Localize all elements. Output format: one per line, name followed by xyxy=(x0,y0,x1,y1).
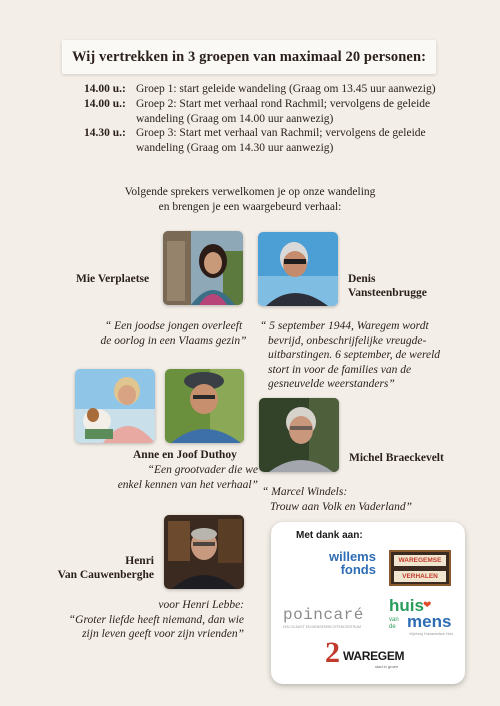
schedule-time: 14.00 u.: xyxy=(84,83,126,95)
huis-van-de-mens-logo xyxy=(389,596,459,640)
schedule-item-3 xyxy=(84,126,464,156)
logo-text: huis xyxy=(389,596,424,615)
logo-text: WAREGEMSE xyxy=(394,555,446,566)
michel-braeckevelt-name: Michel Braeckevelt xyxy=(349,452,444,464)
logo-text: willems xyxy=(329,549,376,564)
groups-heading xyxy=(62,40,436,74)
logo-text: WAREGEM xyxy=(343,649,405,663)
schedule-item-2 xyxy=(84,97,464,127)
quote-line: Trouw aan Volk en Vaderland” xyxy=(270,500,413,513)
quote-line: “ Marcel Windels: xyxy=(262,486,348,498)
name-line: Henri xyxy=(125,555,154,567)
logo-subtext: stad in groen xyxy=(375,664,399,669)
quote-line: voor Henri Lebbe: xyxy=(158,599,244,611)
quote-line: “Een grootvader die we xyxy=(147,464,258,476)
mie-verplaetse-quote xyxy=(86,319,261,348)
name-line: Vansteenbrugge xyxy=(348,287,427,299)
intro-line: Volgende sprekers verwelkomen je op onze wandeling xyxy=(124,186,376,198)
logo-text: 2 xyxy=(325,636,340,669)
quote-line: enkel kennen van het verhaal” xyxy=(117,478,258,491)
denis-vansteenbrugge-name xyxy=(348,272,427,300)
poincare-logo xyxy=(283,606,364,629)
logo-subtext: Vrijzinnig Humanistisch Huis xyxy=(409,632,454,636)
mie-verplaetse-name: Mie Verplaetse xyxy=(76,273,150,285)
michel-braeckevelt-quote xyxy=(262,485,452,514)
schedule-item-1 xyxy=(84,82,464,97)
quote-line: “ 5 september 1944, Waregem wordt xyxy=(260,320,429,332)
logo-text: van de xyxy=(389,617,399,630)
logo-text: poincaré xyxy=(283,606,364,624)
quote-line: stort in voor de families van de xyxy=(268,363,412,376)
quote-line: de oorlog in een Vlaams gezin” xyxy=(100,334,247,347)
name-line: Denis xyxy=(348,273,376,285)
michel-braeckevelt-photo xyxy=(259,398,339,472)
henri-van-cauwenberghe-quote xyxy=(40,598,244,642)
intro-line: en brengen je een waargebeurd verhaal: xyxy=(158,201,342,213)
quote-line: uitbarstingen. 6 september, de wereld xyxy=(268,349,441,361)
schedule-text: Groep 1: start geleide wandeling (Graag om 13.45 uur aanwezig) xyxy=(136,83,436,95)
logo-subtext: HOLOCAUST EN MENSENRECHTENCENTRUM xyxy=(283,625,361,629)
henri-van-cauwenberghe-photo xyxy=(164,515,244,589)
stad-waregem-logo xyxy=(325,636,415,674)
schedule-text: Groep 3: Start met verhaal van Rachmil; vervolgens de geleide wandeling (Graag om 14.30 uur aanwezig) xyxy=(136,127,426,154)
schedule-time: 14.30 u.: xyxy=(84,127,126,139)
heading-text: Wij vertrekken in 3 groepen van maximaal 20 personen: xyxy=(71,48,427,65)
henri-van-cauwenberghe-name xyxy=(52,554,154,582)
quote-line: “Groter liefde heeft niemand, dan wie xyxy=(68,613,244,626)
denis-vansteenbrugge-photo xyxy=(258,232,338,306)
speakers-intro xyxy=(90,185,410,215)
denis-vansteenbrugge-quote xyxy=(260,319,460,392)
anne-joof-duthoy-name: Anne en Joof Duthoy xyxy=(133,449,237,461)
logo-text: fonds xyxy=(340,562,376,577)
heart-icon: ❤ xyxy=(423,600,432,611)
schedule-time: 14.00 u.: xyxy=(84,98,126,110)
logo-text: mens xyxy=(407,612,452,631)
willems-fonds-logo xyxy=(329,550,376,576)
logo-text: VERHALEN xyxy=(394,571,446,582)
anne-duthoy-photo xyxy=(75,369,155,443)
mie-verplaetse-photo xyxy=(163,231,243,305)
quote-line: bevrijd, onbeschrijfelijke vreugde- xyxy=(268,334,427,347)
schedule-text: Groep 2: Start met verhaal rond Rachmil; vervolgens de geleide wandeling (Graag om 14.00 uur aanwezig) xyxy=(136,98,431,125)
quote-line: gesneuvelde weerstanders” xyxy=(268,378,395,390)
waregemse-verhalen-logo xyxy=(389,550,451,586)
sponsors-card xyxy=(271,522,465,684)
quote-line: “ Een joodse jongen overleeft xyxy=(104,320,243,332)
anne-joof-duthoy-quote xyxy=(80,463,258,492)
name-line: Van Cauwenberghe xyxy=(57,569,154,581)
sponsors-title: Met dank aan: xyxy=(296,530,363,541)
joof-duthoy-photo xyxy=(165,369,244,443)
quote-line: zijn leven geeft voor zijn vrienden” xyxy=(82,628,244,640)
